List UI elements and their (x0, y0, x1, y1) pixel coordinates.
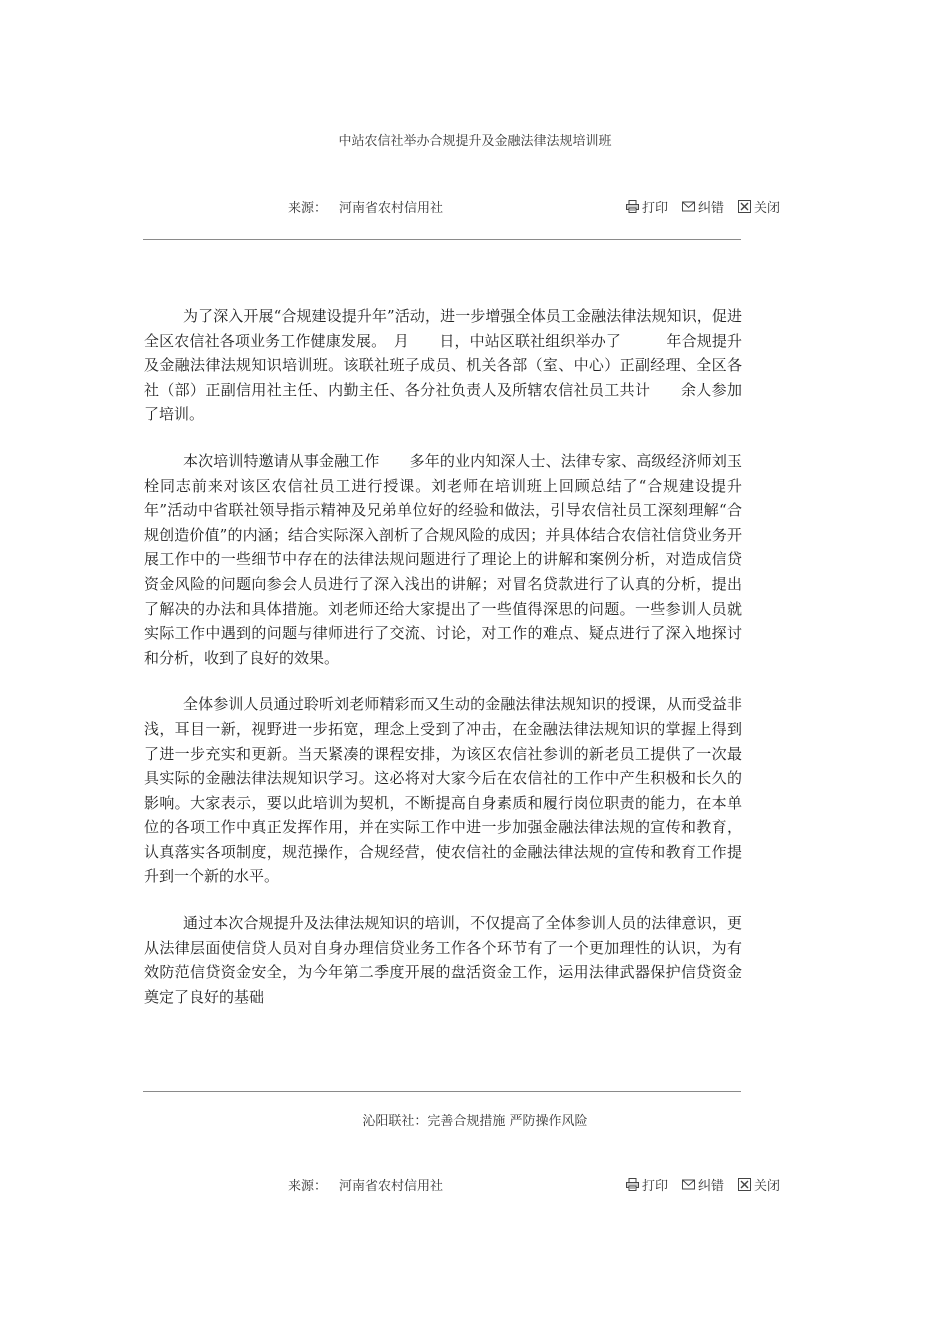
close-button[interactable] (738, 197, 780, 216)
next-print-button[interactable] (626, 1175, 668, 1194)
article-body (144, 304, 742, 1031)
source-line (288, 197, 443, 216)
next-article-actions (626, 1175, 780, 1194)
close-window-icon (738, 200, 751, 213)
next-close-button[interactable] (738, 1175, 780, 1194)
next-correct-label: 纠错 (697, 1179, 724, 1194)
header-divider (143, 239, 741, 240)
next-article-meta-row (140, 1175, 780, 1195)
print-label: 打印 (641, 201, 668, 216)
envelope-icon (682, 1178, 695, 1191)
next-source-value: 河南省农村信用社 (339, 1179, 444, 1194)
next-source-line (288, 1175, 443, 1194)
source-value: 河南省农村信用社 (339, 201, 444, 216)
article-title: 中站农信社举办合规提升及金融法律法规培训班 (338, 134, 612, 149)
next-article-title[interactable]: 沁阳联社：完善合规措施 严防操作风险 (362, 1114, 588, 1129)
printer-icon (626, 200, 639, 213)
next-correct-button[interactable] (682, 1175, 724, 1194)
article-meta-row (140, 197, 780, 217)
article-paragraph: 全体参训人员通过聆听刘老师精彩而又生动的金融法律法规知识的授课，从而受益非浅，耳目一新，视野进一步拓宽，理念上受到了冲击，在金融法律法规知识的掌握上得到了进一步充实和更新。当天紧凑的课程安排，为该区农信社参训的新老员工提供了一次最具实际的金融法律法规知识学习。这必将对大家今后在农信社的工作中产生积极和长久的影响。大家表示，要以此培训为契机，不断提高自身素质和履行岗位职责的能力，在本单位的各项工作中真正发挥作用，并在实际工作中进一步加强金融法律法规的宣传和教育，认真落实各项制度，规范操作，合规经营，使农信社的金融法律法规的宣传和教育工作提升到一个新的水平。 (144, 695, 742, 886)
footer-divider (143, 1091, 741, 1092)
close-window-icon (738, 1178, 751, 1191)
article-actions (626, 197, 780, 216)
next-print-label: 打印 (641, 1179, 668, 1194)
article-paragraph: 本次培训特邀请从事金融工作 多年的业内知深人士、法律专家、高级经济师刘玉栓同志前来对该区农信社员工进行授课。刘老师在培训班上回顾总结了“合规建设提升年”活动中省联社领导指示精神及兄弟单位好的经验和做法，引导农信社员工深刻理解“合规创造价值”的内涵；结合实际深入剖析了合规风险的成因；并具体结合农信社信贷业务开展工作中的一些细节中存在的法律法规问题进行了理论上的讲解和案例分析，对造成信贷资金风险的问题向参会人员进行了深入浅出的讲解；对冒名贷款进行了认真的分析，提出了解决的办法和具体措施。刘老师还给大家提出了一些值得深思的问题。一些参训人员就实际工作中遇到的问题与律师进行了交流、讨论，对工作的难点、疑点进行了深入地探讨和分析，收到了良好的效果。 (144, 451, 742, 667)
next-close-label: 关闭 (753, 1179, 780, 1194)
next-source-label: 来源： (288, 1179, 328, 1194)
print-button[interactable] (626, 197, 668, 216)
printer-icon (626, 1178, 639, 1191)
close-label: 关闭 (753, 201, 780, 216)
source-label: 来源： (288, 201, 328, 216)
correct-button[interactable] (682, 197, 724, 216)
correct-label: 纠错 (697, 201, 724, 216)
article-paragraph: 通过本次合规提升及法律法规知识的培训，不仅提高了全体参训人员的法律意识，更从法律层面使信贷人员对自身办理信贷业务工作各个环节有了一个更加理性的认识，为有效防范信贷资金安全，为今年第二季度开展的盘活资金工作，运用法律武器保护信贷资金奠定了良好的基础 (144, 914, 742, 1006)
envelope-icon (682, 200, 695, 213)
article-paragraph: 为了深入开展“合规建设提升年”活动，进一步增强全体员工金融法律法规知识，促进全区农信社各项业务工作健康发展。 月 日，中站区联社组织举办了 年合规提升及金融法律法规知识培训班。该联社班子成员、机关各部（室、中心）正副经理、全区各社（部）正副信用社主任、内勤主任、各分社负责人及所辖农信社员工共计 余人参加了培训。 (144, 307, 742, 424)
